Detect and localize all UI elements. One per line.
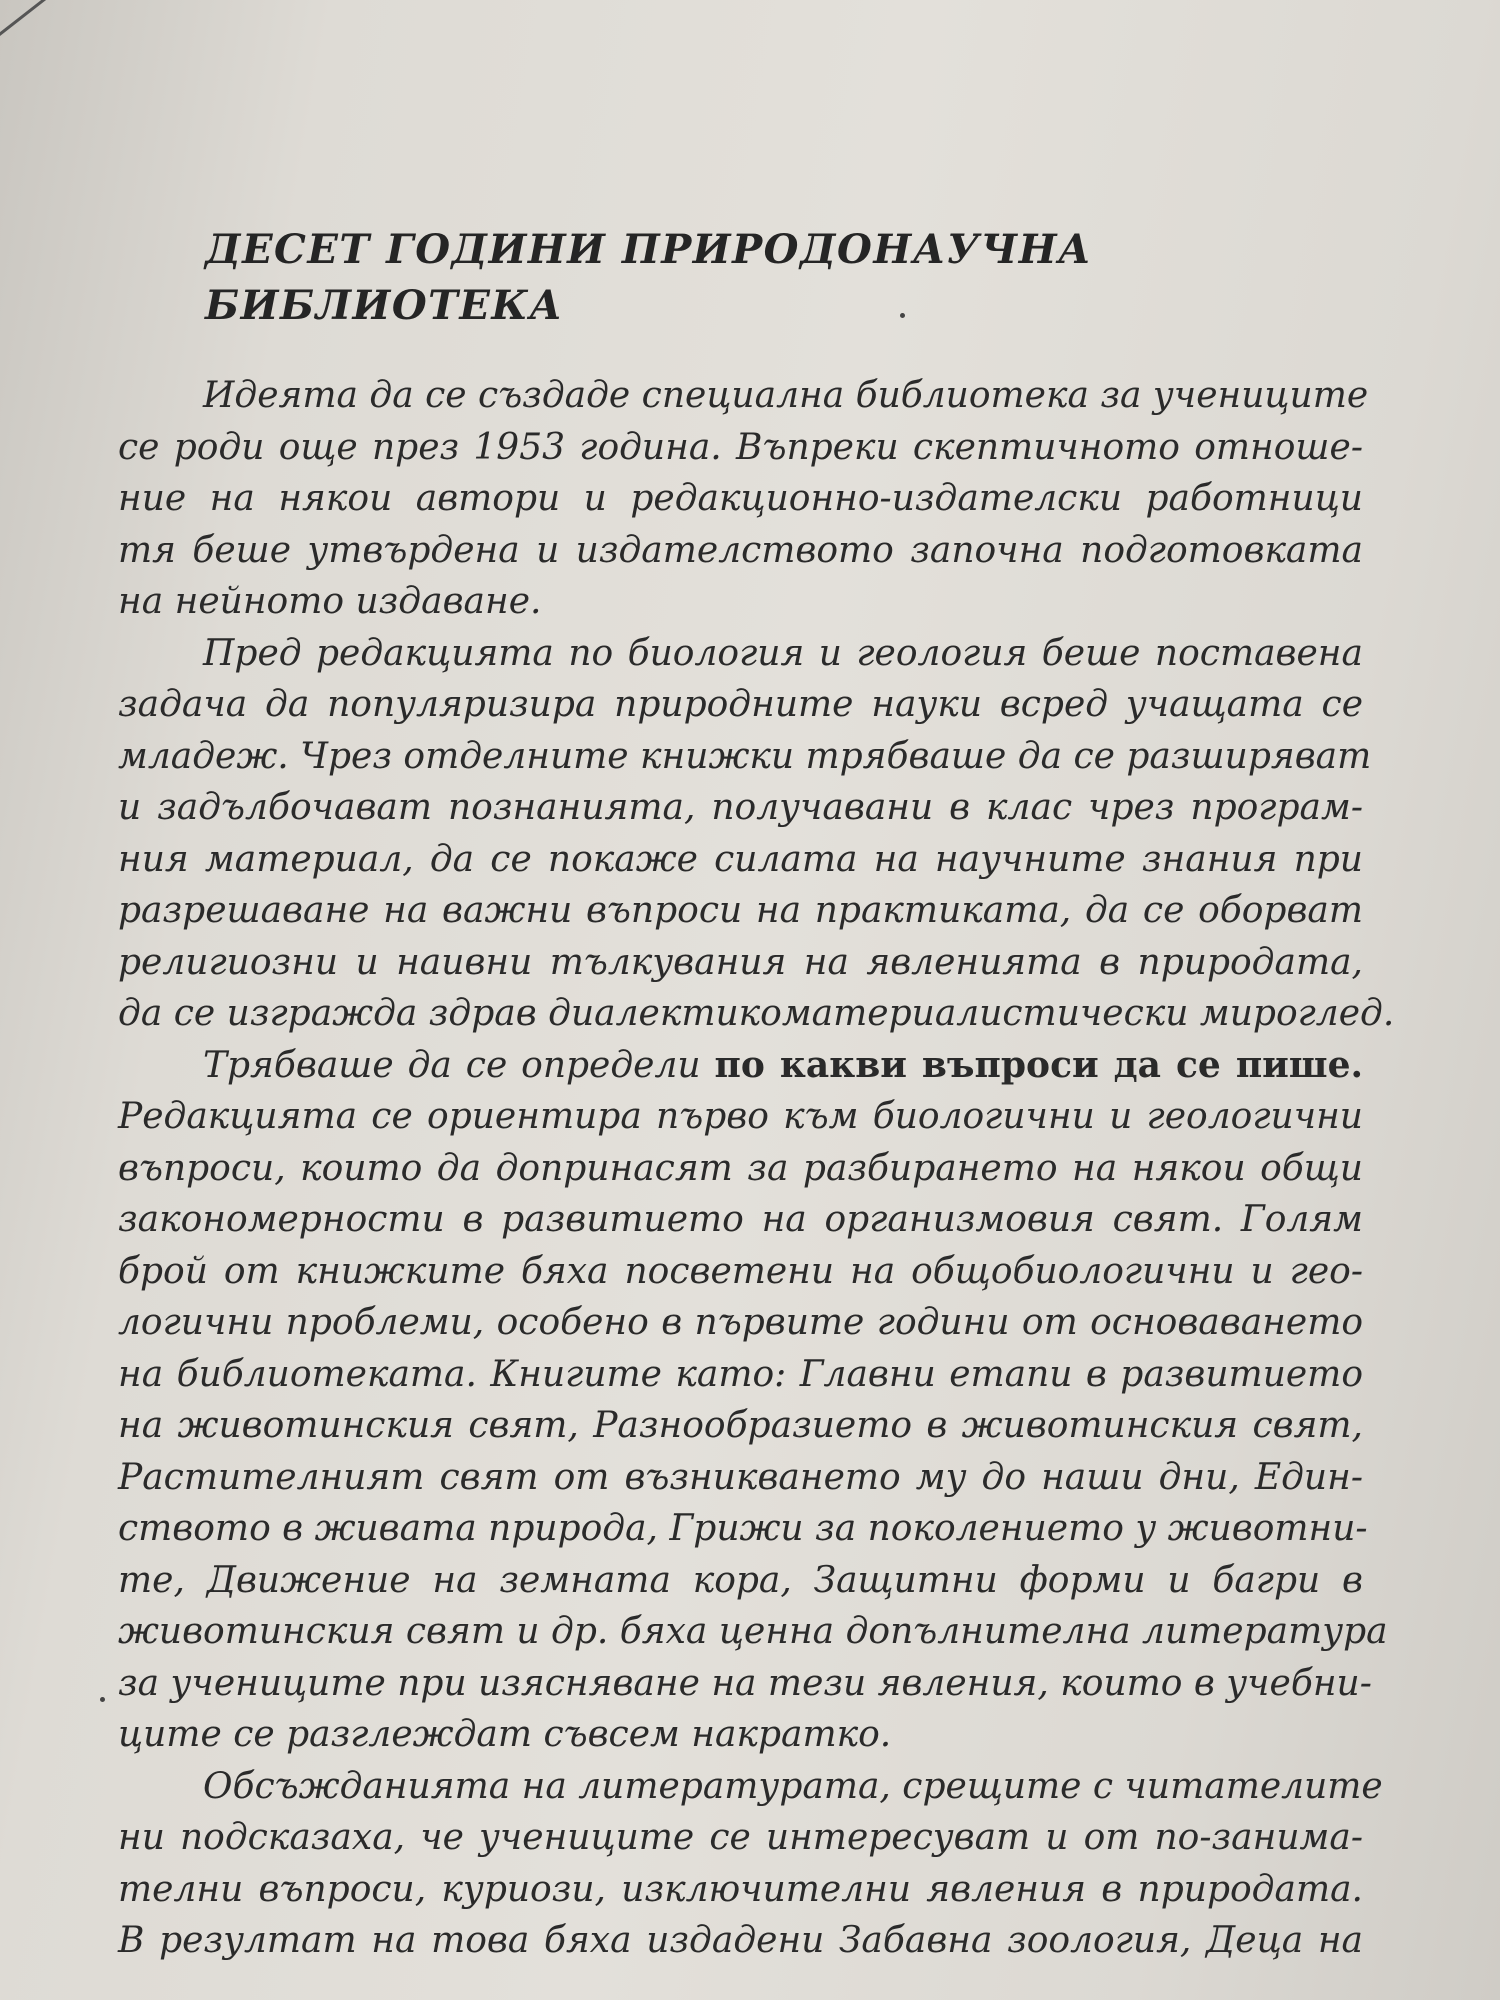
- text-line: за учениците при изясняване на тези явления, които в учебни-: [118, 1662, 1372, 1704]
- text-line: на животинския свят, Разнообразието в животинския свят,: [118, 1405, 1363, 1446]
- text-line: Растителният свят от възникването му до наши дни, Един-: [118, 1456, 1363, 1498]
- text-line: да се изгражда здрав диалектикоматериалистически мироглед.: [118, 993, 1395, 1034]
- text-line: тя беше утвърдена и издателството започна подготовката: [118, 529, 1363, 571]
- text-line: на нейното издаване.: [118, 581, 542, 622]
- text-line: Редакцията се ориентира първо към биологични и геологични: [118, 1096, 1363, 1137]
- text-line: разрешаване на важни въпроси на практиката, да се оборват: [118, 890, 1363, 931]
- page-corner-mark: [0, 0, 63, 42]
- text-line: на библиотеката. Книгите като: Главни етапи в развитието: [118, 1353, 1363, 1395]
- text-line: [118, 1040, 1363, 1092]
- ink-speck: [100, 1697, 105, 1702]
- text-line: брой от книжките бяха посветени на общобиологични и гео-: [118, 1250, 1363, 1292]
- text-line: младеж. Чрез отделните книжки трябваше да се разширяват: [118, 735, 1372, 777]
- text-line: Пред редакцията по биология и геология беше поставена: [203, 632, 1363, 674]
- text-line: В резултат на това бяха издадени Забавна зоология, Деца на: [118, 1920, 1363, 1961]
- text-line: ците се разглеждат съвсем накратко.: [118, 1714, 892, 1755]
- text-line: Идеята да се създаде специална библиотека за учениците: [203, 375, 1369, 416]
- text-line: се роди още през 1953 година. Въпреки скептичното отноше-: [118, 426, 1363, 468]
- text-line: ние на някои автори и редакционно-издателски работници: [118, 478, 1363, 519]
- text-line: логични проблеми, особено в първите години от основаването: [118, 1302, 1363, 1343]
- text-line: религиозни и наивни тълкувания на явленията в природата,: [118, 941, 1363, 983]
- title-line-1: ДЕСЕТ ГОДИНИ ПРИРОДОНАУЧНА: [205, 226, 1093, 273]
- text-line: ството в живата природа, Грижи за поколението у животни-: [118, 1508, 1368, 1549]
- text-line: въпроси, които да допринасят за разбирането на някои общи: [118, 1147, 1363, 1189]
- text-line: закономерности в развитието на организмовия свят. Голям: [118, 1199, 1363, 1240]
- ink-speck: [900, 313, 905, 318]
- page-title: [205, 222, 1305, 334]
- text-line: задача да популяризира природните науки всред учащата се: [118, 684, 1363, 725]
- text-line: Обсъжданията на литературата, срещите с читателите: [203, 1765, 1383, 1807]
- text-line: ния материал, да се покаже силата на научните знания при: [118, 838, 1363, 880]
- text-line: животинския свят и др. бяха ценна допълнителна литература: [118, 1611, 1388, 1652]
- title-line-2: БИБЛИОТЕКА: [205, 282, 564, 329]
- text-line: ни подсказаха, че учениците се интересуват и от по-занима-: [118, 1817, 1363, 1858]
- text-line: и задълбочават познанията, получавани в клас чрез програм-: [118, 787, 1363, 828]
- text-line: телни въпроси, куриози, изключителни явления в природата.: [118, 1868, 1363, 1910]
- text-line: те, Движение на земната кора, Защитни форми и багри в: [118, 1559, 1363, 1601]
- emphasized-text: по какви въпроси да се пише.: [714, 1043, 1364, 1086]
- body-text: [118, 370, 1395, 1967]
- lead-text: Трябваше да се определи: [203, 1044, 701, 1086]
